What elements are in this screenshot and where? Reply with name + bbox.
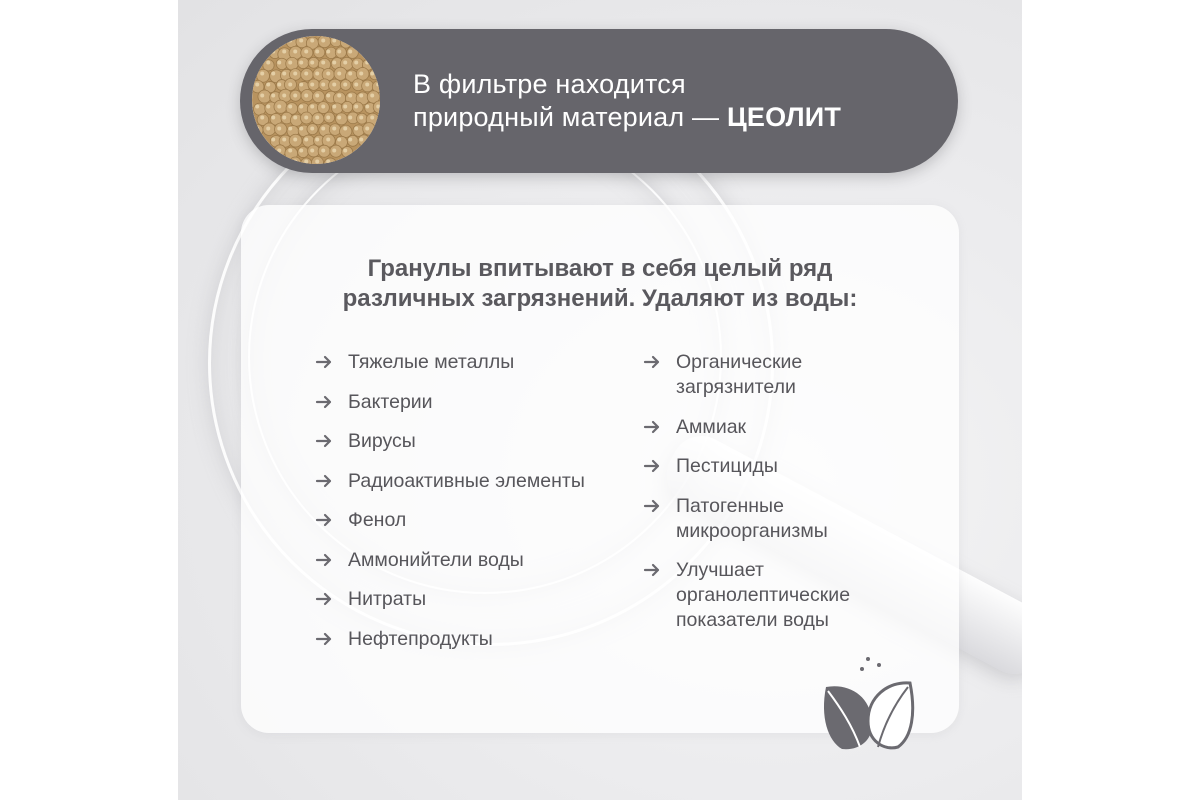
list-item-label: Аммонийтели воды	[348, 548, 524, 571]
arrow-right-icon	[315, 472, 333, 490]
leaves-icon	[818, 655, 918, 755]
arrow-right-icon	[315, 590, 333, 608]
arrow-right-icon	[315, 393, 333, 411]
left-list	[315, 350, 615, 666]
list-item	[315, 587, 615, 612]
list-item	[643, 454, 923, 479]
list-item-label: Улучшает органолептические показатели воды	[676, 559, 851, 631]
list-item-label: Нитраты	[348, 588, 427, 610]
arrow-right-icon	[315, 432, 333, 450]
banner-line-1: В фильтре находится	[413, 69, 686, 99]
banner-text	[413, 68, 933, 134]
list-item-label: Пестициды	[676, 455, 778, 477]
banner-line-2-prefix: природный материал —	[413, 102, 720, 132]
arrow-right-icon	[643, 497, 661, 515]
arrow-right-icon	[643, 457, 661, 475]
list-item	[315, 390, 615, 415]
card-heading-line-1: Гранулы впитывают в себя целый ряд	[367, 255, 833, 282]
card-heading	[241, 254, 959, 314]
arrow-right-icon	[315, 353, 333, 371]
arrow-right-icon	[643, 561, 661, 579]
list-item-label: Тяжелые металлы	[348, 351, 515, 373]
list-item	[315, 469, 615, 494]
list-item	[643, 415, 923, 440]
arrow-right-icon	[315, 551, 333, 569]
banner-zeolite-word: ЦЕОЛИТ	[726, 102, 842, 132]
arrow-right-icon	[643, 418, 661, 436]
list-item	[315, 429, 615, 454]
right-list	[643, 350, 923, 648]
list-item	[643, 558, 923, 633]
list-item-label: Органические загрязнители	[676, 351, 803, 398]
zeolite-granules-image	[252, 36, 380, 164]
list-item-label: Вирусы	[348, 430, 416, 452]
list-item-label: Нефтепродукты	[348, 627, 493, 650]
list-item	[315, 627, 615, 652]
list-item	[315, 548, 615, 573]
list-item	[643, 494, 923, 544]
card-heading-line-2: различных загрязнений. Удаляют из воды:	[342, 285, 858, 312]
arrow-right-icon	[315, 630, 333, 648]
list-item	[643, 350, 923, 400]
arrow-right-icon	[643, 353, 661, 371]
list-item	[315, 350, 615, 375]
list-item-label: Патогенные микроорганизмы	[676, 494, 828, 542]
list-item	[315, 508, 615, 533]
list-item-label: Бактерии	[348, 390, 433, 413]
arrow-right-icon	[315, 511, 333, 529]
list-item-label: Аммиак	[676, 415, 747, 438]
list-item-label: Фенол	[348, 509, 407, 531]
banner-line-2	[413, 101, 933, 134]
list-item-label: Радиоактивные элементы	[348, 469, 585, 492]
